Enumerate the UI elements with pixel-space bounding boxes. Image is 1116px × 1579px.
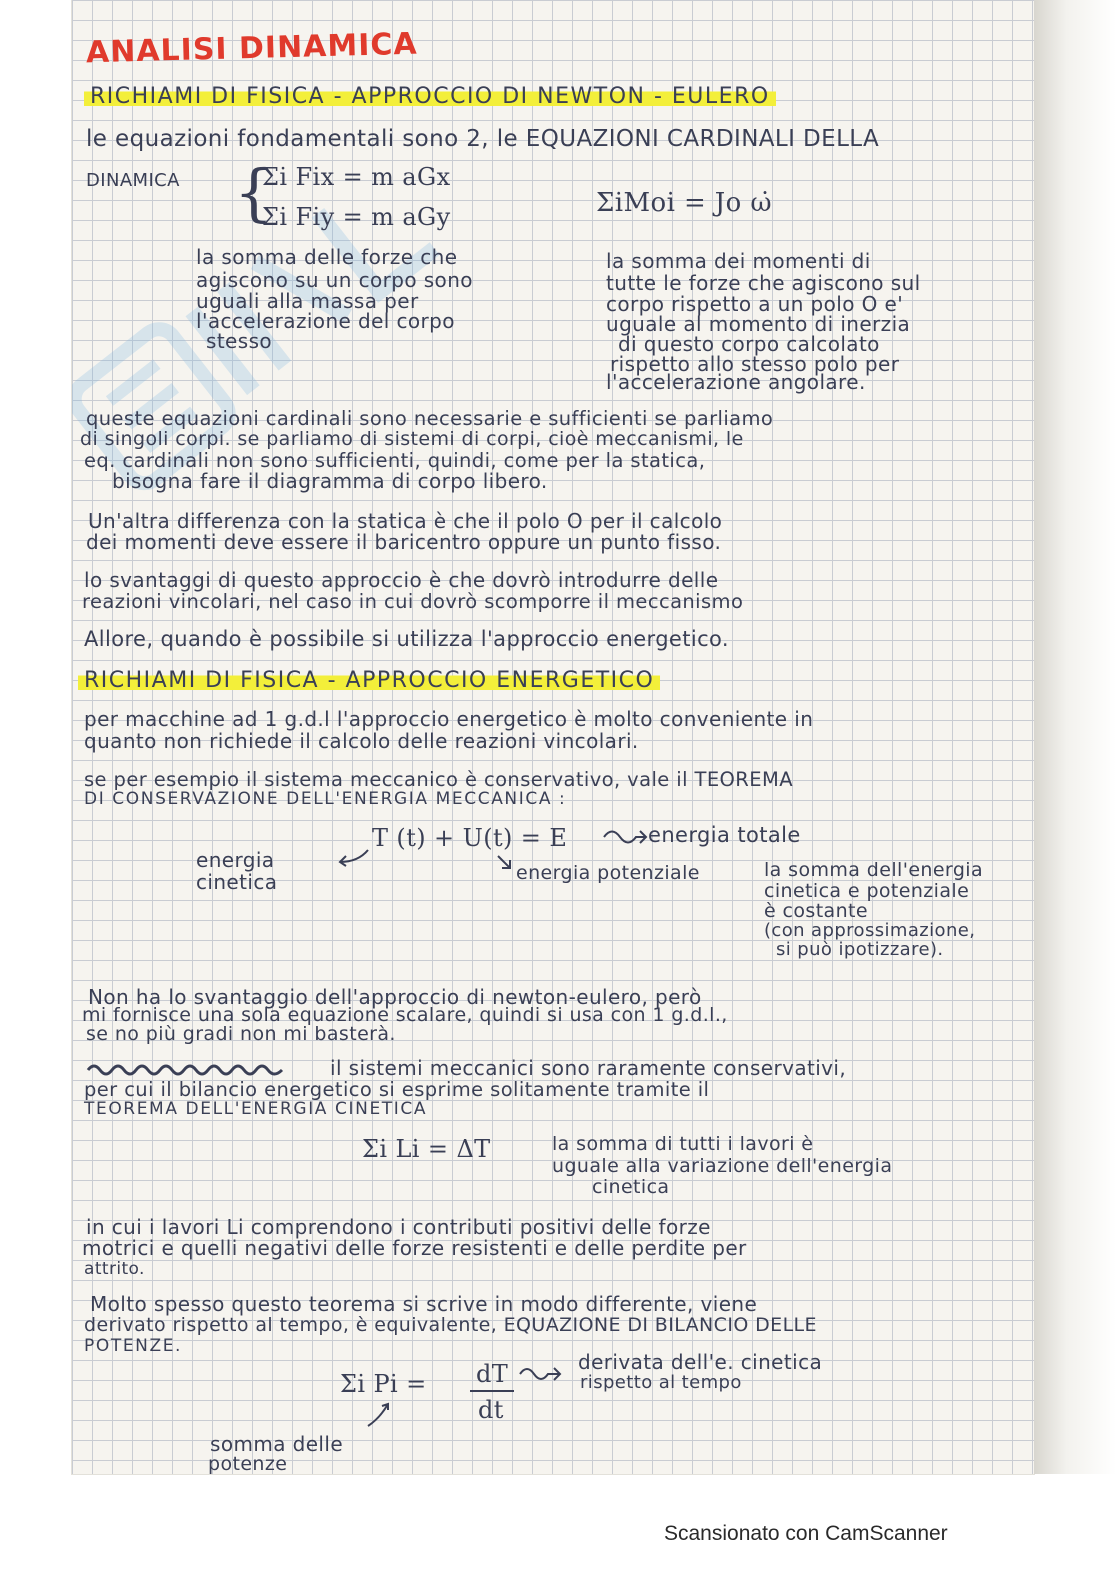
work-formula: Σi Li = ΔT <box>362 1135 491 1163</box>
forces-line: la somma delle forze che <box>196 245 458 269</box>
equation-y: Σi Fiy = m aGy <box>262 203 451 231</box>
page-spine <box>1034 0 1116 1474</box>
paragraph-line: se no più gradi non mi basterà. <box>86 1023 396 1045</box>
heading-newton-euler: RICHIAMI DI FISICA - APPROCCIO DI NEWTON - EULERO <box>84 86 776 108</box>
paragraph-line: per cui il bilancio energetico si esprime solitamente tramite il <box>84 1078 710 1101</box>
squiggle-arrow-icon <box>602 826 648 848</box>
label-potential: energia potenziale <box>516 862 700 884</box>
power-numerator: dT <box>476 1360 509 1388</box>
paragraph-line: Non ha lo svantaggio dell'approccio di newton-eulero, però <box>88 985 702 1009</box>
paragraph-line: attrito. <box>84 1259 145 1279</box>
equation-x: Σi Fix = m aGx <box>262 163 451 191</box>
conservation-formula: T (t) + U(t) = E <box>372 824 568 852</box>
paragraph-line: Un'altra differenza con la statica è che il polo O per il calcolo <box>88 509 723 533</box>
moments-line: uguale al momento di inerzia <box>606 312 911 336</box>
paragraph-line: in cui i lavori Li comprendono i contributi positivi delle forze <box>86 1215 711 1239</box>
sum-line: la somma dell'energia <box>764 859 983 881</box>
moments-line: corpo rispetto a un polo O e' <box>606 292 904 316</box>
paragraph-line: dei momenti deve essere il baricentro oppure un punto fisso. <box>86 530 722 554</box>
arrow-up-icon <box>364 1400 394 1428</box>
paragraph-energetic-hint: Allore, quando è possibile si utilizza l'approccio energetico. <box>84 627 730 651</box>
paragraph-line: di singoli corpi. se parliamo di sistemi di corpi, cioè meccanismi, le <box>80 428 744 450</box>
moments-line: tutte le forze che agiscono sul <box>606 271 921 295</box>
forces-line: stesso <box>206 329 273 353</box>
arrow-down-icon <box>496 854 516 874</box>
power-sum-label: somma delle <box>210 1432 344 1456</box>
page-title: ANALISI DINAMICA <box>85 26 419 71</box>
moments-line: di questo corpo calcolato <box>618 332 880 356</box>
moments-line: l'accelerazione angolare. <box>606 370 866 394</box>
paragraph-line: il sistemi meccanici sono raramente conservativi, <box>330 1056 847 1080</box>
work-line: uguale alla variazione dell'energia <box>552 1155 893 1177</box>
scribble-strikeout <box>86 1060 290 1080</box>
intro-dinamica: DINAMICA <box>86 170 180 191</box>
forces-line: agiscono su un corpo sono <box>196 268 473 292</box>
paragraph-line: reazioni vincolari, nel caso in cui dovrò scomporre il meccanismo <box>82 590 744 613</box>
fraction-bar <box>470 1390 514 1392</box>
paragraph-line: mi fornisce una sola equazione scalare, quindi si usa con 1 g.d.l., <box>82 1004 728 1026</box>
moments-line: rispetto allo stesso polo per <box>610 352 900 376</box>
work-line: la somma di tutti i lavori è <box>552 1133 814 1155</box>
intro-line: le equazioni fondamentali sono 2, le EQUAZIONI CARDINALI DELLA <box>86 126 880 152</box>
power-desc: derivata dell'e. cinetica <box>578 1350 823 1374</box>
paragraph-line: se per esempio il sistema meccanico è conservativo, vale il TEOREMA <box>84 768 793 791</box>
sum-line: (con approssimazione, <box>764 920 976 941</box>
label-total-energy: energia totale <box>648 823 801 847</box>
paragraph-line: queste equazioni cardinali sono necessarie e sufficienti se parliamo <box>86 407 774 430</box>
brace-icon: { <box>234 156 274 229</box>
equation-moment: ΣiMoi = Jo ω̇ <box>596 188 772 218</box>
work-line: cinetica <box>592 1176 670 1198</box>
power-sum-label: potenze <box>208 1453 288 1475</box>
forces-line: uguali alla massa per <box>196 289 419 313</box>
power-denominator: dt <box>478 1396 504 1424</box>
heading-energetic: RICHIAMI DI FISICA - APPROCCIO ENERGETICO <box>78 670 660 692</box>
arrow-left-icon <box>336 846 370 868</box>
power-desc: rispetto al tempo <box>580 1372 742 1393</box>
sum-line: è costante <box>764 900 868 922</box>
label-kinetic: cinetica <box>196 870 278 894</box>
forces-line: l'accelerazione del corpo <box>196 309 455 333</box>
paragraph-line: Molto spesso questo teorema si scrive in modo differente, viene <box>90 1292 758 1316</box>
paragraph-line: TEOREMA DELL'ENERGIA CINETICA <box>84 1099 428 1119</box>
paragraph-line: motrici e quelli negativi delle forze resistenti e delle perdite per <box>82 1236 747 1260</box>
moments-line: la somma dei momenti di <box>606 249 871 273</box>
scanner-footer: Scansionato con CamScanner <box>664 1522 948 1545</box>
paragraph-line: POTENZE. <box>84 1336 183 1356</box>
label-kinetic: energia <box>196 848 275 872</box>
sum-line: si può ipotizzare). <box>776 939 944 960</box>
paragraph-line: quanto non richiede il calcolo delle reazioni vincolari. <box>84 729 639 753</box>
paragraph-line: DI CONSERVAZIONE DELL'ENERGIA MECCANICA : <box>84 789 567 809</box>
paragraph-line: derivato rispetto al tempo, è equivalente, EQUAZIONE DI BILANCIO DELLE <box>84 1314 817 1336</box>
squiggle-arrow-icon <box>518 1364 562 1384</box>
sum-line: cinetica e potenziale <box>764 880 970 902</box>
paragraph-line: per macchine ad 1 g.d.l l'approccio energetico è molto conveniente in <box>84 707 814 731</box>
paragraph-line: lo svantaggi di questo approccio è che dovrò introdurre delle <box>84 568 719 592</box>
paragraph-line: bisogna fare il diagramma di corpo libero. <box>112 469 548 493</box>
paragraph-line: eq. cardinali non sono sufficienti, quindi, come per la statica, <box>84 449 706 472</box>
power-lhs: Σi Pi = <box>340 1370 427 1398</box>
